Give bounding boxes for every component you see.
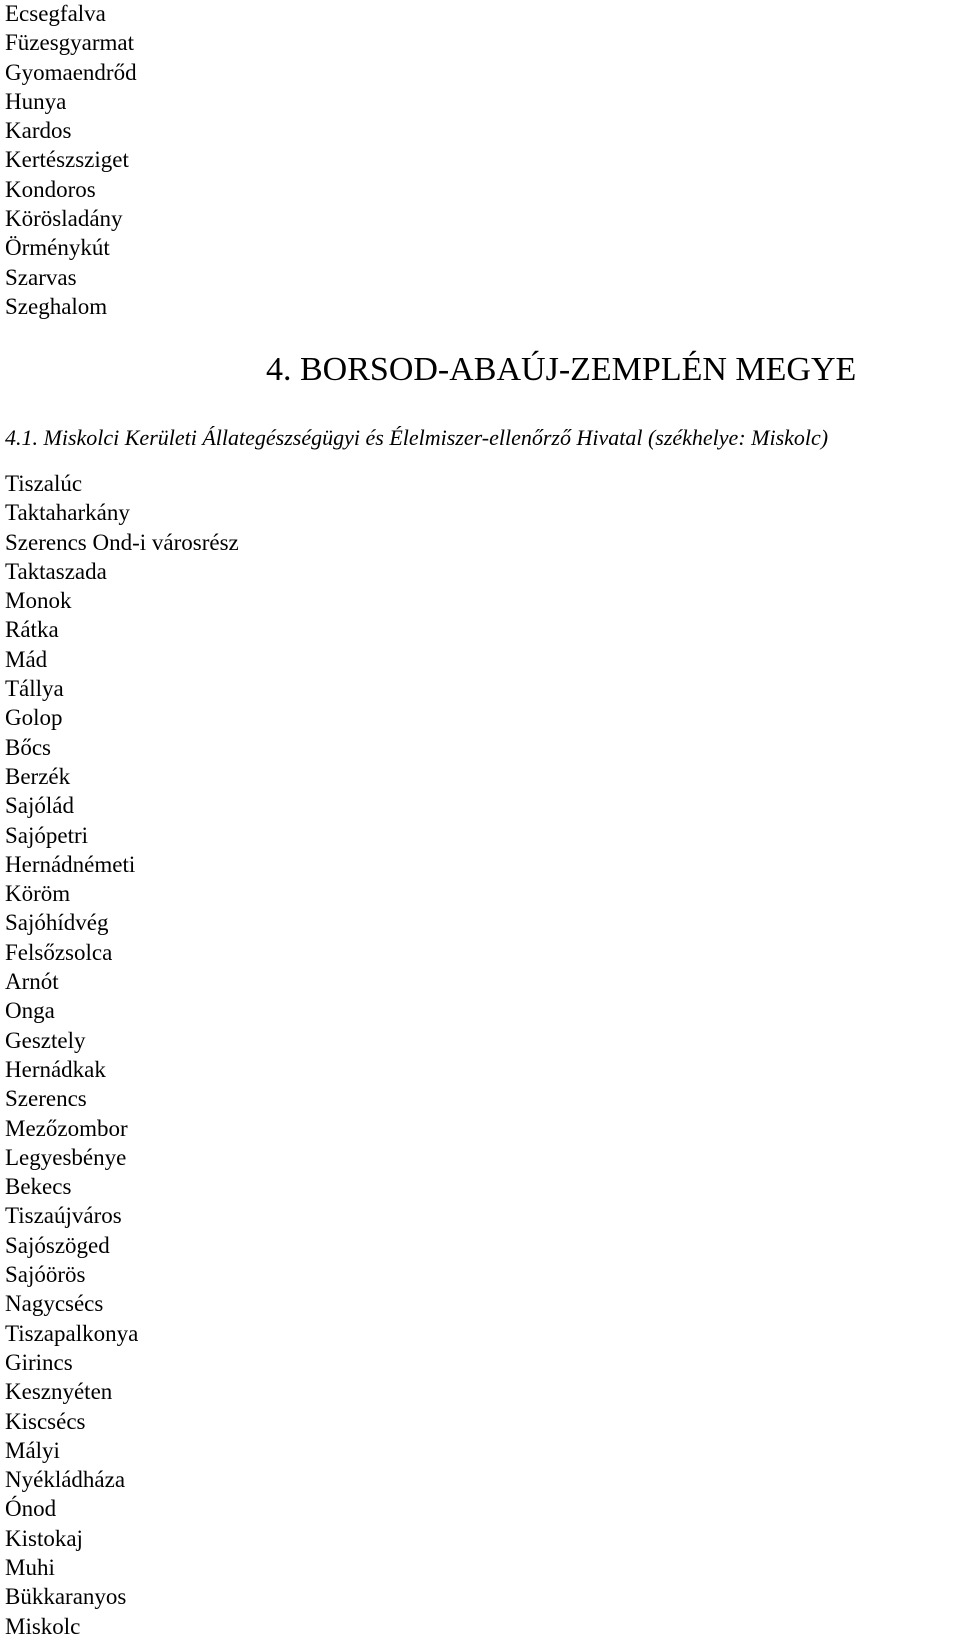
settlement-item: Nyékládháza xyxy=(5,1467,126,1493)
settlement-item: Körösladány xyxy=(5,206,123,232)
county-heading: 4. BORSOD-ABAÚJ-ZEMPLÉN MEGYE xyxy=(266,351,857,388)
settlement-item: Kardos xyxy=(5,118,72,144)
settlement-item: Berzék xyxy=(5,763,71,789)
settlement-item: Sajóörös xyxy=(5,1262,86,1288)
settlement-item: Szeghalom xyxy=(5,293,108,319)
settlement-item: Girincs xyxy=(5,1349,73,1375)
settlement-item: Legyesbénye xyxy=(5,1144,127,1170)
settlement-item: Mád xyxy=(5,646,48,672)
office-heading: 4.1. Miskolci Kerületi Állategészségügyi és Élelmiszer-ellenőrző Hivatal (székhelye: Miskolc) xyxy=(5,425,829,450)
settlement-item: Bekecs xyxy=(5,1174,72,1200)
settlement-item: Rátka xyxy=(5,617,59,643)
settlement-item: Taktaszada xyxy=(5,558,107,584)
settlement-item: Kesznyéten xyxy=(5,1379,113,1405)
settlement-item: Kiscsécs xyxy=(5,1408,86,1434)
settlement-item: Arnót xyxy=(5,969,59,995)
settlement-item: Szerencs xyxy=(5,1086,87,1112)
settlement-item: Gesztely xyxy=(5,1027,86,1053)
settlement-item: Kondoros xyxy=(5,176,96,202)
settlement-item: Tiszaújváros xyxy=(5,1203,122,1229)
settlement-item: Miskolc xyxy=(5,1613,81,1639)
settlement-item: Hernádkak xyxy=(5,1056,106,1082)
settlement-item: Kertészsziget xyxy=(5,147,129,173)
settlement-item: Hunya xyxy=(5,88,67,114)
settlement-item: Nagycsécs xyxy=(5,1291,104,1317)
settlement-item: Sajópetri xyxy=(5,822,89,848)
settlement-item: Golop xyxy=(5,705,63,731)
settlement-item: Kistokaj xyxy=(5,1525,83,1551)
settlement-item: Örménykút xyxy=(5,235,110,261)
settlement-list-top xyxy=(5,0,137,321)
settlement-item: Bőcs xyxy=(5,734,51,760)
settlement-item: Sajószöged xyxy=(5,1232,110,1258)
settlement-item: Ecsegfalva xyxy=(5,1,106,26)
settlement-item: Onga xyxy=(5,998,55,1024)
settlement-item: Mályi xyxy=(5,1437,60,1463)
settlement-list-main xyxy=(5,469,239,1641)
settlement-item: Tiszapalkonya xyxy=(5,1320,139,1346)
settlement-item: Füzesgyarmat xyxy=(5,30,135,56)
settlement-item: Tiszalúc xyxy=(5,471,83,496)
settlement-item: Sajóhídvég xyxy=(5,910,109,936)
settlement-item: Felsőzsolca xyxy=(5,939,113,965)
settlement-item: Ónod xyxy=(5,1496,57,1522)
settlement-item: Tállya xyxy=(5,676,64,702)
settlement-item: Muhi xyxy=(5,1554,55,1580)
settlement-item: Hernádnémeti xyxy=(5,851,136,877)
settlement-item: Szarvas xyxy=(5,264,77,290)
settlement-item: Köröm xyxy=(5,881,71,907)
settlement-item: Monok xyxy=(5,588,72,614)
settlement-item: Mezőzombor xyxy=(5,1115,128,1141)
settlement-item: Sajólád xyxy=(5,793,74,819)
settlement-item: Taktaharkány xyxy=(5,500,130,526)
settlement-item: Szerencs Ond-i városrész xyxy=(5,529,239,555)
settlement-item: Bükkaranyos xyxy=(5,1584,127,1610)
settlement-item: Gyomaendrőd xyxy=(5,59,137,85)
